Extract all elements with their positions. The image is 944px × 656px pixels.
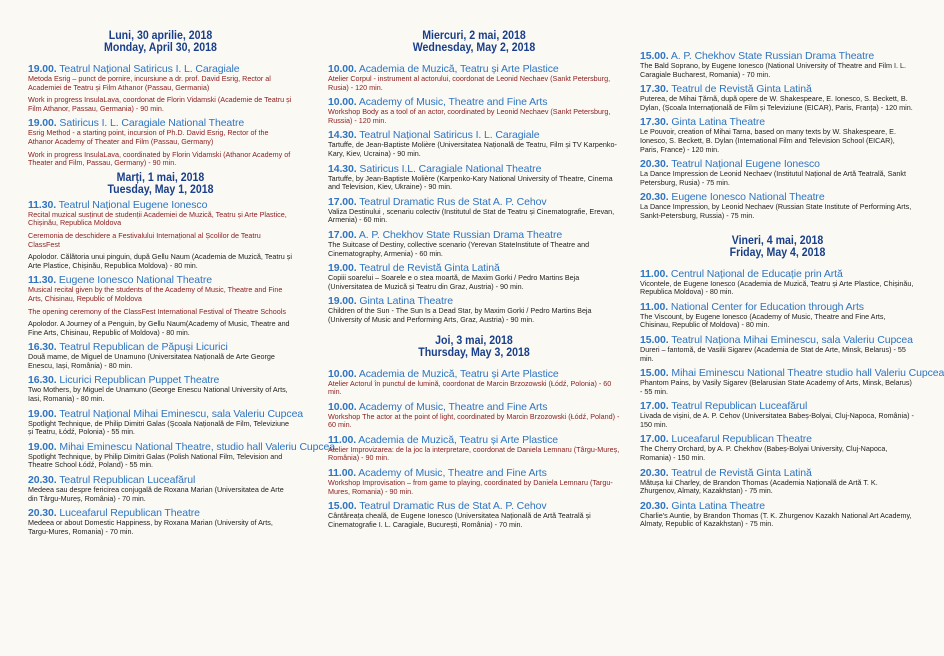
event-venue: Teatrul Dramatic Rus de Stat A. P. Cehov bbox=[359, 500, 547, 513]
column-3 bbox=[640, 0, 944, 656]
event-description: Medeea sau despre fericirea conjugală de Roxana Marian (Universitatea de Arte din Târgu-Mureș, România) - 70 min. bbox=[28, 485, 284, 503]
event-venue: Academy of Music, Theatre and Fine Arts bbox=[358, 400, 548, 413]
event bbox=[640, 158, 915, 187]
event-venue: Teatrul Național Satiricus I. L. Caragiale bbox=[59, 63, 240, 75]
event-venue: Teatrul de Revistă Ginta Latină bbox=[671, 466, 812, 479]
event bbox=[28, 117, 293, 167]
event-time: 19.00. bbox=[28, 117, 57, 130]
event bbox=[328, 96, 620, 125]
event bbox=[328, 196, 620, 225]
day-heading-en: Friday, May 4, 2018 bbox=[729, 246, 826, 259]
event-description: The opening ceremony of the ClassFest International Festival of Theatre Schools bbox=[28, 306, 286, 316]
day-heading-ro: Vineri, 4 mai, 2018 bbox=[731, 234, 824, 247]
event-time: 11.00. bbox=[640, 300, 669, 313]
event-time: 17.00. bbox=[328, 195, 357, 208]
event-venue: Teatrul Național Eugene Ionesco bbox=[671, 158, 820, 171]
event bbox=[28, 474, 293, 503]
event-venue: A. P. Chekhov State Russian Drama Theatre bbox=[670, 50, 875, 62]
event-time: 11.00. bbox=[328, 467, 357, 480]
event-description: Mătușa lui Charley, de Brandon Thomas (Academia Națională de Artă T. K. Zhurgenov, Almaty, Kazakhstan) - 75 min. bbox=[640, 477, 878, 496]
event-time: 10.00. bbox=[328, 63, 357, 75]
event bbox=[328, 500, 620, 529]
event bbox=[28, 440, 336, 470]
event-time: 10.00. bbox=[328, 96, 357, 109]
event-time: 17.00. bbox=[640, 433, 669, 446]
event-venue: Licurici Republican Puppet Theatre bbox=[59, 374, 220, 387]
day-heading bbox=[39, 30, 283, 54]
event-description: La Dance Impression de Leonid Nechaev (Institutul Național de Artă Teatrală, Sankt Petersburg, Rusia) - 75 min. bbox=[640, 169, 906, 187]
event-venue: National Center for Education through Arts bbox=[670, 300, 864, 313]
event-description: Vicontele, de Eugene Ionesco (Academia de Muzică, Teatru și Arte Plastice, Chișinău, Republica Moldova) - 80 min. bbox=[640, 278, 914, 297]
event-venue: Ginta Latina Theatre bbox=[671, 499, 765, 512]
event bbox=[640, 268, 915, 297]
event-time: 15.00. bbox=[640, 50, 669, 62]
day-heading-en: Monday, April 30, 2018 bbox=[104, 42, 217, 54]
event-time: 19.00. bbox=[328, 295, 357, 308]
event bbox=[28, 199, 293, 271]
event-description: Spotlight Technique, by Philip Dimitri Galas (Polish National Film, Television and Theatre School Łódź, Poland) - 55 min. bbox=[28, 451, 283, 470]
event-description: Dureri – fantomă, de Vasilii Sigarev (Academia de Stat de Arte, Minsk, Belarus) - 55 min. bbox=[640, 344, 906, 363]
column-1 bbox=[28, 0, 336, 656]
event-venue: Teatrul de Revistă Ginta Latină bbox=[671, 83, 812, 96]
event bbox=[28, 374, 293, 403]
event-description: Valiza Destinului , scenariu colectiv (Institutul de Stat de Teatru și Cinematografie, Erevan, Armenia) - 60 min. bbox=[328, 206, 615, 225]
event-description: Two Mothers, by Miguel de Unamuno (George Enescu National University of Arts, Iasi, Romania) - 80 min. bbox=[28, 385, 288, 404]
event bbox=[28, 341, 293, 370]
event-description: Apolodor. A Journey of a Penguin, by Gellu Naum(Academy of Music, Theatre and Fine Arts, Chisinau, Republic of Moldova) - 80 min. bbox=[28, 319, 290, 337]
event-description: Charlie's Auntie, by Brandon Thomas (T. K. Zhurgenov Kazakh National Art Academy, Almaty, Republic of Kazakhstan) - 75 min. bbox=[640, 510, 912, 529]
event-time: 20.30. bbox=[28, 474, 57, 487]
day-heading bbox=[340, 30, 609, 54]
event-description: Atelier Improvizarea: de la joc la interpretare, coordonat de Daniela Lemnaru (Târgu-Mureș, România) - 90 min. bbox=[328, 444, 620, 463]
day-heading bbox=[651, 235, 904, 259]
column-2 bbox=[328, 0, 620, 656]
event-venue: Teatrul Republican Luceafărul bbox=[671, 400, 808, 413]
event-description: Atelier Corpul - instrument al actorului, coordonat de Leonid Nechaev (Sankt Petersburg, Rusia) - 120 min. bbox=[328, 74, 611, 92]
event-time: 19.00. bbox=[28, 407, 57, 420]
event bbox=[328, 467, 620, 496]
event-time: 14.30. bbox=[328, 129, 357, 142]
event-time: 19.00. bbox=[328, 262, 357, 275]
event-description: Workshop Improvisation – from game to playing, coordinated by Daniela Lemnaru (Targu-Mures, Romania) - 90 min. bbox=[328, 478, 613, 496]
event bbox=[328, 229, 620, 258]
event bbox=[640, 301, 915, 330]
event-time: 15.00. bbox=[640, 367, 669, 380]
event bbox=[640, 367, 944, 396]
event-venue: Teatrul Național Satiricus I. L. Caragiale bbox=[359, 129, 540, 142]
event bbox=[640, 191, 915, 220]
day-heading bbox=[39, 172, 283, 196]
event bbox=[328, 63, 620, 92]
event-description: The Viscount, by Eugene Ionesco (Academy of Music, Theatre and Fine Arts, Chisinau, Republic of Moldova) - 80 min. bbox=[640, 311, 886, 330]
event bbox=[28, 63, 293, 113]
event-venue: Teatrul Republican de Păpuși Licurici bbox=[59, 341, 228, 354]
event bbox=[640, 467, 915, 496]
event-venue: Mihai Eminescu National Theatre studio hall Valeriu Cupcea bbox=[671, 367, 944, 380]
event bbox=[640, 334, 915, 363]
event-description: Workshop Body as a tool of an actor, coordinated by Leonid Nechaev (Sankt Petersburg, Russia) - 120 min. bbox=[328, 107, 611, 125]
event-time: 10.00. bbox=[328, 367, 357, 380]
event-venue: Centrul Național de Educație prin Artă bbox=[670, 267, 843, 280]
event-time: 14.30. bbox=[328, 162, 357, 175]
event-description: Recital muzical susținut de studenții Academiei de Muzică, Teatru și Arte Plastice, Chișinău, Republica Moldova bbox=[28, 209, 287, 228]
event-time: 11.00. bbox=[328, 433, 357, 446]
event-description: Spotlight Technique, de Philip Dimitri Galas (Școala Națională de Film, Televiziune și Teatru, Łódź, Polonia) - 55 min. bbox=[28, 418, 290, 437]
event-description: Copiii soarelui – Soarele e o stea moartă, de Maxim Gorki / Pedro Martins Beja (Universitatea de Muzică și Teatru din Graz, Austria) - 90 min. bbox=[328, 273, 580, 291]
event-description: Work in progress InsulaLava, coordonat de Florin Vidamski (Academie de Teatru și Film Athanor, Passau, Germania) - 90 min. bbox=[28, 95, 292, 113]
event-time: 11.30. bbox=[28, 274, 57, 287]
event-venue: Mihai Eminescu National Theatre, studio hall Valeriu Cupcea bbox=[59, 440, 336, 453]
event-time: 19.00. bbox=[28, 440, 57, 453]
event-venue: Academia de Muzică, Teatru și Arte Plastice bbox=[358, 367, 559, 380]
event bbox=[640, 50, 915, 79]
event-venue: Luceafarul Republican Theatre bbox=[59, 507, 200, 520]
event-time: 20.30. bbox=[640, 466, 669, 479]
event-venue: Academia de Muzică, Teatru și Arte Plastice bbox=[358, 433, 559, 446]
event-time: 17.30. bbox=[640, 116, 669, 129]
event-description: Le Pouvoir, creation of Mihai Tarna, based on many texts by W. Shakespeare, E. Ionesco, S. Beckett, B. Dylan (International Film and Television School (EICAR), Paris, France) - 120 min. bbox=[640, 127, 896, 154]
event-description: Livada de vișini, de A. P. Cehov (Universitatea Babeș-Bolyai, Cluj-Napoca, România) - 150 min. bbox=[640, 411, 914, 429]
event bbox=[328, 368, 620, 397]
event-venue: Academy of Music, Theatre and Fine Arts bbox=[358, 467, 547, 480]
event-time: 10.00. bbox=[328, 400, 357, 413]
event-description: The Suitcase of Destiny, collective scenario (Yerevan StateInstitute of Theatre and Cinematography, Armenia) - 60 min. bbox=[328, 239, 590, 258]
event-description: Tartuffe, de Jean-Baptiste Molière (Universitatea Națională de Teatru, Film și TV Karpenko-Kary, Kiev, Ucraina) - 90 min. bbox=[328, 140, 617, 158]
event-description: Work in progress InsulaLava, coordinated by Florin Vidamski (Athanor Academy of Theater and Film, Passau, Germany) - 90 min. bbox=[28, 149, 291, 168]
event-description: La Dance Impression, by Leonid Nechaev (Russian State Institute of Performing Arts, Sankt-Petersburg, Russia) - 75 min. bbox=[640, 202, 912, 220]
event-venue: Teatrul Național Eugene Ionesco bbox=[58, 198, 208, 211]
event-venue: Ginta Latina Theatre bbox=[359, 295, 453, 308]
event-time: 20.30. bbox=[640, 158, 669, 171]
event bbox=[328, 401, 620, 430]
event bbox=[328, 163, 620, 192]
event-time: 20.30. bbox=[28, 507, 57, 520]
day-heading-ro: Marți, 1 mai, 2018 bbox=[116, 171, 205, 184]
event-venue: Eugene Ionesco National Theatre bbox=[671, 191, 825, 204]
event-description: Children of the Sun - The Sun Is a Dead Star, by Maxim Gorki / Pedro Martins Beja (University of Music and Performing Arts, Graz, Austria) - 90 min. bbox=[328, 306, 592, 324]
event-description: Ceremonia de deschidere a Festivalului Internațional al Școlilor de Teatru ClassFest bbox=[28, 230, 261, 249]
day-heading-en: Wednesday, May 2, 2018 bbox=[412, 42, 536, 54]
event-venue: Academia de Muzică, Teatru și Arte Plastice bbox=[358, 63, 559, 75]
event-venue: A. P. Chekhov State Russian Drama Theatre bbox=[358, 228, 563, 241]
event-description: Medeea or about Domestic Happiness, by Roxana Marian (University of Arts, Targu-Mures, Romania) - 70 min. bbox=[28, 518, 273, 536]
event-description: Puterea, de Mihai Țărnă, după opere de W. Shakespeare, E. Ionesco, S. Beckett, B. Dylan, (Școala Internațională de Film și Televiziune (EICAR), Paris, Franța) - 120 min. bbox=[640, 94, 913, 112]
event-time: 17.30. bbox=[640, 83, 669, 96]
event-description: Esrig Method - a starting point, incursion of Ph.D. David Esrig, Rector of the Athanor Academy of Theater and Film (Passau, Germany) bbox=[28, 128, 269, 146]
event bbox=[328, 295, 620, 324]
event-description: Două mame, de Miguel de Unamuno (Universitatea Națională de Arte George Enescu, Iași, România) - 80 min. bbox=[28, 352, 275, 370]
event-time: 11.30. bbox=[28, 198, 57, 211]
event bbox=[640, 433, 915, 462]
event bbox=[28, 407, 304, 437]
event-time: 20.30. bbox=[640, 191, 669, 204]
event-description: Workshop The actor at the point of light, coordinated by Marcin Brzozowski (Łódź, Poland) - 60 min. bbox=[328, 411, 620, 430]
event-venue: Teatrul de Revistă Ginta Latină bbox=[359, 262, 500, 275]
event-venue: Satiricus I.L. Caragiale National Theatre bbox=[359, 162, 542, 175]
event-venue: Luceafarul Republican Theatre bbox=[671, 433, 812, 446]
event bbox=[28, 507, 293, 536]
event-venue: Teatrul Republican Luceafărul bbox=[59, 474, 196, 487]
day-heading-ro: Joi, 3 mai, 2018 bbox=[435, 334, 513, 347]
event-venue: Teatrul Naționa Mihai Eminescu, sala Valeriu Cupcea bbox=[671, 333, 913, 346]
event-time: 16.30. bbox=[28, 341, 57, 354]
event bbox=[28, 274, 293, 337]
event-description: Musical recital given by the students of the Academy of Music, Theatre and Fine Arts, Chisinau, Republic of Moldova bbox=[28, 285, 283, 303]
event-description: Atelier Actorul în punctul de lumină, coordonat de Marcin Brzozowski (Łódź, Polonia) - 60 min. bbox=[328, 378, 612, 397]
event-description: Tartuffe, by Jean-Baptiste Molière (Karpenko-Kary National University of Theatre, Cinema and Television, Kiev, Ukraine) - 90 min. bbox=[328, 173, 613, 192]
event-description: The Cherry Orchard, by A. P. Chekhov (Babeș-Bolyai University, Cluj-Napoca, Romania) - 150 min. bbox=[640, 444, 888, 463]
event-venue: Teatrul Național Mihai Eminescu, sala Valeriu Cupcea bbox=[59, 407, 304, 420]
event bbox=[328, 434, 620, 463]
event bbox=[328, 129, 620, 158]
event bbox=[640, 500, 915, 529]
day-heading-ro: Luni, 30 aprilie, 2018 bbox=[108, 30, 213, 42]
event-time: 15.00. bbox=[640, 333, 669, 346]
day-heading-ro: Miercuri, 2 mai, 2018 bbox=[422, 30, 526, 42]
event-description: Metoda Esrig – punct de pornire, incursiune a dr. prof. David Esrig, Rector al Academiei de Teatru și Film Athanor (Passau, Germania) bbox=[28, 74, 271, 92]
event-time: 20.30. bbox=[640, 499, 669, 512]
event-venue: Academy of Music, Theatre and Fine Arts bbox=[358, 96, 548, 109]
event-venue: Eugene Ionesco National Theatre bbox=[58, 274, 212, 287]
event-venue: Teatrul Dramatic Rus de Stat A. P. Cehov bbox=[359, 195, 547, 208]
day-heading-en: Thursday, May 3, 2018 bbox=[418, 346, 530, 359]
event-description: The Bald Soprano, by Eugene Ionesco (National University of Theatre and Film I. L. Caragiale Bucharest, Romania) - 70 min. bbox=[640, 61, 906, 79]
event-description: Apolodor. Călătoria unui pinguin, după Gellu Naum (Academia de Muzică, Teatru și Arte Plastice, Chișinău, Republica Moldova) - 80 min. bbox=[28, 252, 292, 270]
event-venue: Ginta Latina Theatre bbox=[671, 116, 765, 129]
event-time: 15.00. bbox=[328, 500, 357, 513]
event-time: 17.00. bbox=[328, 228, 357, 241]
event-time: 16.30. bbox=[28, 374, 57, 387]
event bbox=[640, 83, 915, 112]
event-time: 11.00. bbox=[640, 267, 669, 280]
event bbox=[328, 262, 620, 291]
day-heading bbox=[340, 335, 609, 359]
event-description: Phantom Pains, by Vasily Sigarev (Belarusian State Academy of Arts, Minsk, Belarus) - 55 min. bbox=[640, 378, 912, 396]
event bbox=[640, 116, 915, 154]
event-description: Cântăreața cheală, de Eugene Ionesco (Universitatea Națională de Artă Teatrală și Cinematografie I. L. Caragiale, București, România) - 70 min. bbox=[328, 511, 591, 529]
event-venue: Satiricus I. L. Caragiale National Theatre bbox=[59, 117, 245, 130]
event bbox=[640, 400, 915, 429]
event-time: 17.00. bbox=[640, 400, 669, 413]
day-heading-en: Tuesday, May 1, 2018 bbox=[107, 183, 214, 196]
event-time: 19.00. bbox=[28, 63, 57, 75]
